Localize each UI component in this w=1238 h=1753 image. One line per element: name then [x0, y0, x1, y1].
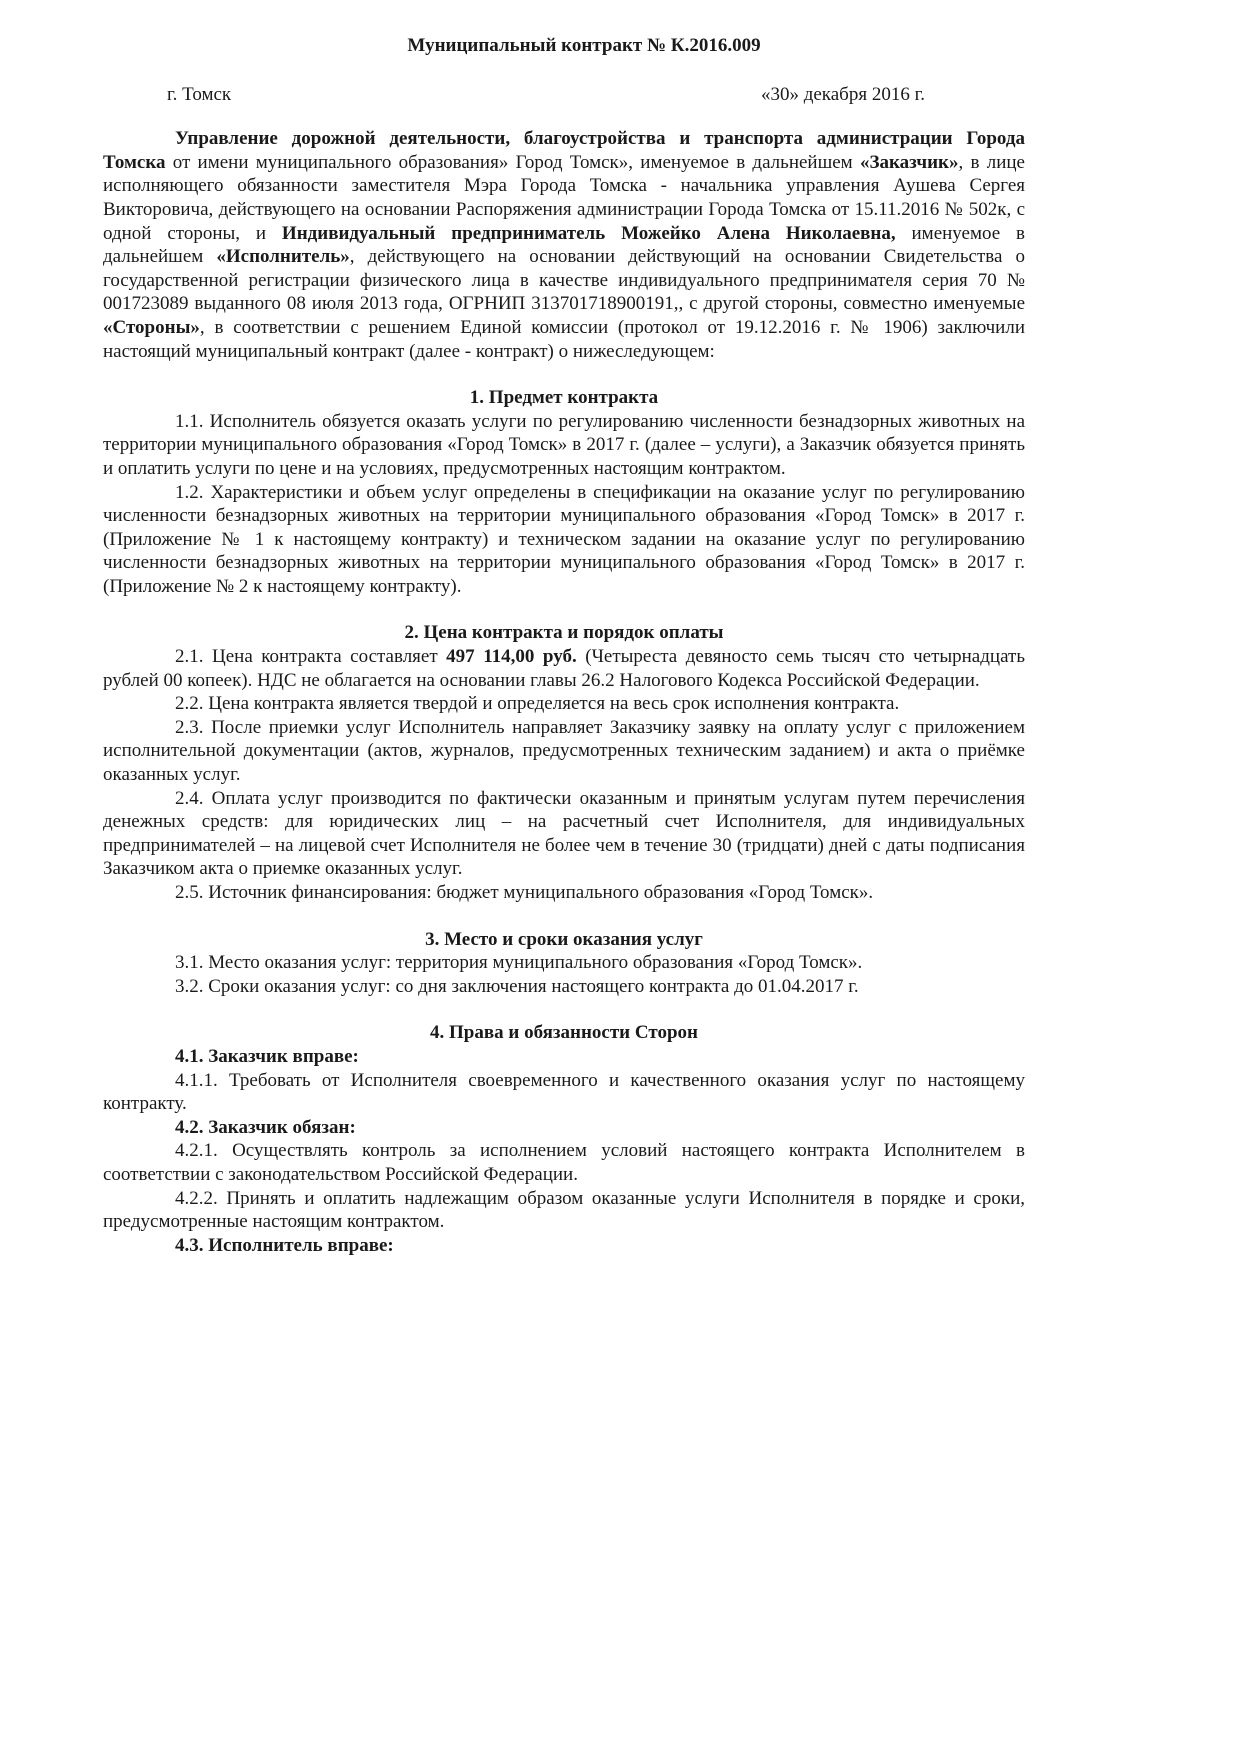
paragraph	[103, 645, 1025, 692]
text-run: 1.1. Исполнитель обязуется оказать услуги по регулированию численности безнадзорных животных на территории муниципального образования «Город Томск» в 2017 г. (далее – услуги), а Заказчик обязуется принять и оплатить услуги по цене и на условиях, предусмотренных настоящим контрактом.	[103, 410, 1025, 479]
text-run: 4.1. Заказчик вправе:	[175, 1045, 359, 1067]
place-date-line	[167, 83, 925, 107]
paragraph	[103, 1069, 1025, 1116]
text-run: 3. Место и сроки оказания услуг	[425, 928, 703, 950]
paragraph	[103, 410, 1025, 481]
text-run: 3.2. Сроки оказания услуг: со дня заключения настоящего контракта до 01.04.2017 г.	[175, 975, 859, 997]
text-run: 2. Цена контракта и порядок оплаты	[404, 622, 724, 644]
section-heading	[103, 1021, 1025, 1045]
text-run: 2.5. Источник финансирования: бюджет муниципального образования «Город Томск».	[175, 882, 874, 903]
text-run: 4.2.1. Осуществлять контроль за исполнением условий настоящего контракта Исполнителем в соответствии с законодательством Российской Федерации.	[103, 1140, 1025, 1185]
paragraph	[103, 951, 1025, 975]
text-run: 4.1.1. Требовать от Исполнителя своевременного и качественного оказания услуг по настоящему контракту.	[103, 1069, 1025, 1115]
text-run: 4.2.2. Принять и оплатить надлежащим образом оказанные услуги Исполнителя в порядке и сроки, предусмотренные настоящим контрактом.	[103, 1187, 1025, 1233]
paragraph	[103, 1045, 1025, 1069]
text-run: от имени муниципального образования» Город Томск», именуемое в дальнейшем	[165, 151, 860, 173]
text-run: 4. Права и обязанности Сторон	[430, 1022, 698, 1044]
paragraph	[103, 1234, 1025, 1258]
text-run: 2.4. Оплата услуг производится по фактически оказанным и принятым услугам путем перечисления денежных средств: для юридических лиц – на расчетный счет Исполнителя, для индивидуальных предпринимателей – на лицевой счет Исполнителя не более чем в течение 30 (тридцати) дней с даты подписания Заказчиком акта о приемке оказанных услуг.	[103, 787, 1025, 880]
text-run: 2.3. После приемки услуг Исполнитель направляет Заказчику заявку на оплату услуг с приложением исполнительной документации (актов, журналов, предусмотренных техническим заданием) и акта о приёмке оказанных услуг.	[103, 716, 1025, 786]
text-run: , в лице исполняющего обязанности заместителя Мэра Города Томска - начальника управления Аушева Сергея Викторовича, действующего на основании Распоряжения администрации Города Томска от 15.11.2016 № 502к, с одной стороны, и	[103, 151, 1025, 244]
paragraph	[103, 127, 1025, 363]
text-run: 3.1. Место оказания услуг: территория муниципального образования «Город Томск».	[175, 952, 863, 974]
paragraph	[103, 1116, 1025, 1140]
section-heading	[103, 621, 1025, 645]
paragraph	[103, 481, 1025, 599]
text-run: 4.2. Заказчик обязан:	[175, 1116, 356, 1138]
paragraph	[103, 1187, 1025, 1234]
text-run: 4.3. Исполнитель вправе:	[175, 1234, 394, 1256]
text-run: , в соответствии с решением Единой комиссии (протокол от 19.12.2016 г. № 1906) заключили настоящий муниципальный контракт (далее - контракт) о нижеследующем:	[103, 316, 1025, 362]
text-run: Индивидуальный предприниматель Можейко Алена Николаевна,	[281, 222, 896, 244]
text-run: Управление дорожной деятельности, благоустройства и транспорта администрации Города Томска	[103, 128, 1025, 173]
text-run: 1. Предмет контракта	[469, 387, 659, 409]
text-run: 1.2. Характеристики и объем услуг определены в спецификации на оказание услуг по регулированию численности безнадзорных животных на территории муниципального образования «Город Томск» в 2017 г. (Приложение № 1 к настоящему контракту) и техническом задании на оказание услуг по регулированию численности безнадзорных животных на территории муниципального образования «Город Томск» в 2017 г. (Приложение № 2 к настоящему контракту).	[103, 481, 1025, 597]
document-title: Муниципальный контракт № К.2016.009	[407, 35, 761, 56]
contract-body	[103, 127, 1025, 1257]
paragraph	[103, 1139, 1025, 1186]
contract-date: «30» декабря 2016 г.	[760, 83, 925, 105]
text-run: «Заказчик»	[859, 151, 959, 173]
paragraph	[103, 787, 1025, 881]
paragraph	[103, 692, 1025, 716]
paragraph	[103, 881, 1025, 905]
text-run: (Четыреста девяносто семь тысяч сто четырнадцать рублей 00 копеек). НДС не облагается на основании главы 26.2 Налогового Кодекса Российской Федерации.	[103, 646, 1025, 691]
paragraph	[103, 975, 1025, 999]
paragraph	[103, 716, 1025, 787]
text-run: 2.1. Цена контракта составляет	[175, 646, 447, 668]
contract-page	[103, 34, 1025, 1257]
section-heading	[103, 386, 1025, 410]
text-run: 497 114,00 руб.	[446, 646, 577, 668]
text-run: именуемое в дальнейшем	[103, 222, 1026, 268]
text-run: 2.2. Цена контракта является твердой и определяется на весь срок исполнения контракта.	[175, 693, 900, 715]
text-run: , действующего на основании действующий на основании Свидетельства о государственной регистрации физического лица в качестве индивидуального предпринимателя серия 70 № 001723089 выданного 08 июля 2013 года, ОГРНИП 313701718900191,, с другой стороны, совместно именуемые	[103, 246, 1025, 315]
text-run: «Исполнитель»	[216, 246, 350, 268]
city: г. Томск	[167, 83, 232, 105]
section-heading	[103, 928, 1025, 952]
text-run: «Стороны»	[103, 316, 200, 338]
